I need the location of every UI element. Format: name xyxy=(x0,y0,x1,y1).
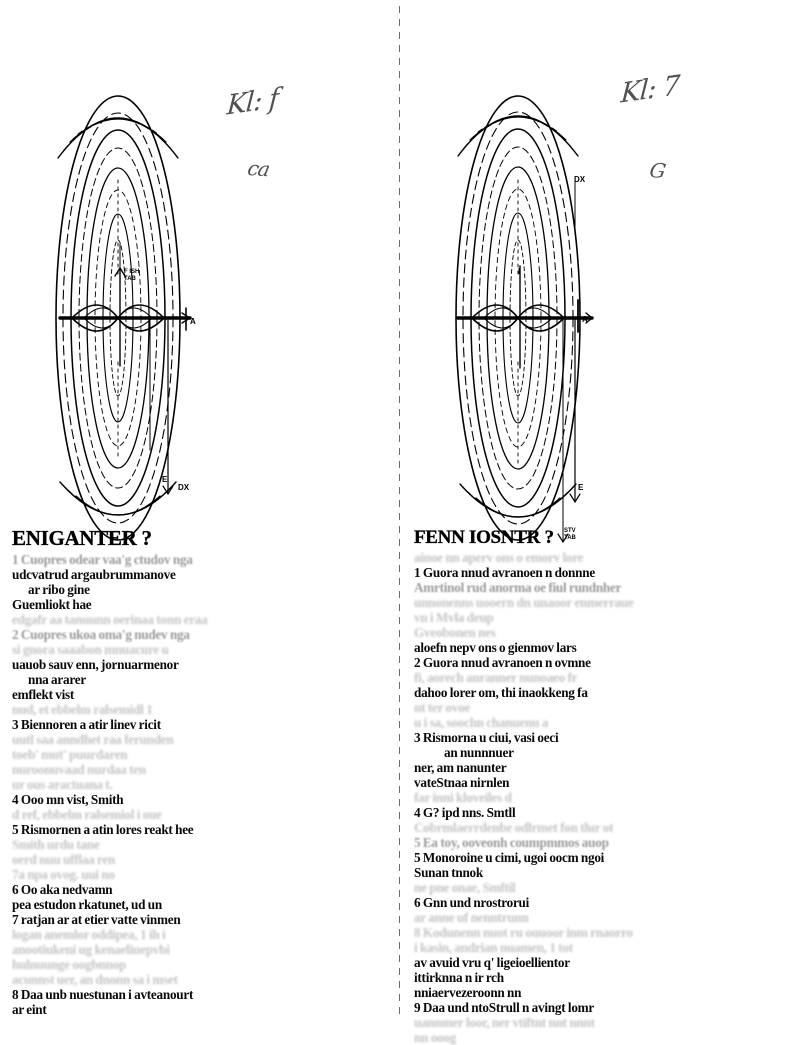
left-panel xyxy=(0,0,400,1024)
text-line: pea estudon rkatunet, ud un xyxy=(12,896,162,912)
text-line: vn i Mvla deup xyxy=(414,609,494,625)
text-line: uannmer loor, ner vtiftnt nnt nnnt xyxy=(414,1014,595,1030)
diagram-label: E xyxy=(578,483,584,492)
handwritten-annotation: Kl: f xyxy=(225,82,279,122)
text-line: vateStnaa nirnlen xyxy=(414,774,510,790)
diagram-label: E xyxy=(162,475,168,484)
text-line: 1 Cuopres odear vaa'g ctudov nga xyxy=(12,552,193,567)
text-line: nniaervezeroonn nn xyxy=(414,984,522,1000)
diagram-label: I xyxy=(518,267,521,276)
text-line: nt ter ovoe xyxy=(414,699,471,715)
text-line: 5 Monoroine u cimi, ugoi oocm ngoi xyxy=(414,849,605,865)
text-line: Smith urdu tane xyxy=(12,836,100,852)
right-heading: FENN IOSNTR ? xyxy=(414,527,554,548)
handwritten-annotation: Kl: 7 xyxy=(619,69,681,110)
text-line: si gnora saaabon mnuacure u xyxy=(12,641,169,657)
handwritten-annotation: G xyxy=(647,158,667,183)
text-line: ainoe nn aperv ons o emorv lore xyxy=(414,550,584,565)
diagram-label: A xyxy=(190,317,196,326)
text-line: 1 Guora nnud avranoen n donnne xyxy=(414,564,595,580)
diagram-label: F ISH xyxy=(124,269,140,275)
text-line: 6 Oo aka nedvamn xyxy=(12,881,113,897)
text-line: hulnuunge oogbnnop xyxy=(12,956,127,972)
text-line: d ref, ebbelm ralsemiol i oue xyxy=(12,806,162,822)
text-line: av avuid vru q' ligeioellientor xyxy=(414,954,570,970)
text-line: 2 Cuopres ukoa oma'g nudev nga xyxy=(12,626,190,642)
text-line: ar eint xyxy=(12,1001,47,1017)
text-line: Guemliokt hae xyxy=(12,596,92,612)
diagram-label: DX xyxy=(574,175,586,184)
diagram-label: TAB xyxy=(564,535,576,541)
left-heading: ENIGANTER ? xyxy=(12,526,152,550)
text-line: 8 Daa unb nuestunan i avteanourt xyxy=(12,986,194,1002)
handwritten-annotation: ca xyxy=(245,156,272,182)
text-line: nn ooog xyxy=(414,1029,457,1045)
text-line: 3 Rismorna u ciui, vasi oeci xyxy=(414,729,559,745)
text-line: ar ribo gine xyxy=(28,581,90,597)
text-line: far inni kloveiles d xyxy=(414,789,512,805)
text-line: 2 Guora nnud avranoen n ovmne xyxy=(414,654,591,670)
text-line: 5 Ea toy, ooveonh coumpmmos auop xyxy=(414,834,609,850)
text-line: nuroonuvaad nurdaa ten xyxy=(12,761,146,777)
text-line: fi, aorech anranner nunoaeo fr xyxy=(414,669,578,685)
text-line: nna ararer xyxy=(28,671,86,687)
text-line: i kasin, andrian nuamen, 1 tot xyxy=(414,939,573,955)
right-text-column xyxy=(414,528,788,1045)
text-line: an nunnnuer xyxy=(444,744,514,760)
text-line: oerd nuu ufflaa ren xyxy=(12,851,116,867)
text-line: unnonenns uooern dn unaoor enmerraue xyxy=(414,594,634,610)
text-line: ur ous aractuana t. xyxy=(12,776,113,792)
left-field-diagram xyxy=(0,30,400,520)
right-panel xyxy=(400,0,800,1045)
diagram-label: TAB xyxy=(124,276,136,282)
left-paragraph-list xyxy=(12,553,384,1017)
text-line: aloefn nepv ons o gienmov lars xyxy=(414,639,577,655)
text-line: logan anemlor oddipea, 1 ih i xyxy=(12,926,166,942)
text-line: u i sa, soochn chanuenu a xyxy=(414,714,549,730)
text-line: Sunan tnnok xyxy=(414,864,483,880)
text-line: Cobrmlaerrdenbe odlrmet fon tlur ot xyxy=(414,819,614,835)
right-paragraph-list xyxy=(414,551,788,1044)
text-line: ar anne uf nenntrunn xyxy=(414,909,529,925)
text-line: ner, am nanunter xyxy=(414,759,507,775)
text-line: 4 Ooo mn vist, Smith xyxy=(12,791,124,807)
text-line: dahoo lorer om, thi inaokkeng fa xyxy=(414,684,588,700)
text-line: uutl saa anndhet raa ferunden xyxy=(12,731,174,747)
text-line: 5 Rismornen a atin lores reakt hee xyxy=(12,821,194,837)
text-line: uauob sauv enn, jornuarmenor xyxy=(12,656,179,672)
text-line: toeb' mut' puurdaren xyxy=(12,746,128,762)
text-line: Gveobonen nes xyxy=(414,624,496,640)
text-line: Amrtinol rud anorma oe fiul rundnher xyxy=(414,579,622,595)
text-line: 8 Kodunenn nuot ru ouuoor inm rnaorro xyxy=(414,924,633,940)
text-line: 7a npa ovog. uui no xyxy=(12,866,115,882)
text-line: emflekt vist xyxy=(12,686,75,702)
text-line: 9 Daa und ntoStrull n avingt lomr xyxy=(414,999,595,1015)
text-line: 6 Gnn und nrostrorui xyxy=(414,894,530,910)
diagram-label: STV xyxy=(564,528,576,534)
text-line: 3 Biennoren a atir linev ricit xyxy=(12,716,161,732)
text-line: 7 ratjan ar at etier vatte vinmen xyxy=(12,911,181,927)
text-line: anootiukeni ug kenaeliuepvbi xyxy=(12,941,170,957)
text-line: 4 G? ipd nns. Smtll xyxy=(414,804,516,820)
diagram-label: A xyxy=(582,315,588,324)
text-line: edgafr aa tanuunn oerinaa tonn eraa xyxy=(12,611,208,627)
text-line: ittirknna n ir rch xyxy=(414,969,504,985)
text-line: acunnst uer, an dnonn sa i mset xyxy=(12,971,178,987)
left-text-column xyxy=(12,528,384,1018)
text-line: udcvatrud argaubrummanove xyxy=(12,566,176,582)
diagram-label: DX xyxy=(178,483,190,492)
text-line: nud, et ebbelm ralsemidl 1 xyxy=(12,701,153,717)
text-line: ne pne onae, Smftil xyxy=(414,879,516,895)
